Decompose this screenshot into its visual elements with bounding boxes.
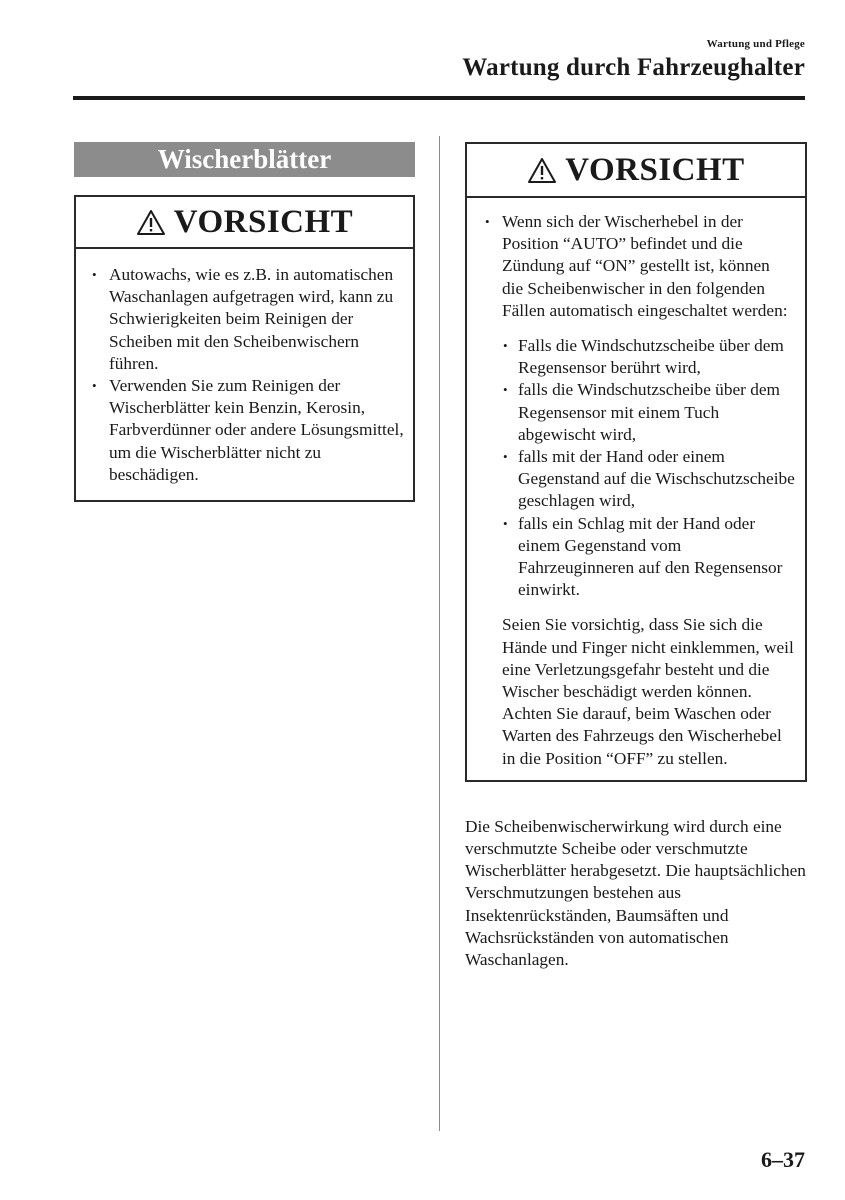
caution-title: VORSICHT (173, 203, 354, 240)
right-column (465, 142, 807, 971)
caution-list (481, 211, 795, 770)
chapter-title: Wartung durch Fahrzeughalter (462, 54, 805, 81)
info-paragraph: Die Scheibenwischerwirkung wird durch eine verschmutzte Scheibe oder verschmutzte Wischerblätter herabgesetzt. Die hauptsächlichen Verschmutzungen bestehen aus Insektenrückständen, Baumsäften und Wachsrückständen von automatischen Waschanlagen. (465, 816, 806, 970)
sub-list (502, 335, 795, 601)
section-label: Wartung und Pflege (706, 38, 805, 50)
caution-body (467, 198, 805, 780)
list-item: • Verwenden Sie zum Reinigen der Wischerblätter kein Benzin, Kerosin, Farbverdünner oder andere Lösungsmittel, um die Wischerblätter nicht zu beschädigen. (88, 375, 405, 486)
caution-body (76, 249, 413, 500)
section-banner: Wischerblätter (74, 142, 415, 177)
caution-title: VORSICHT (565, 151, 745, 188)
caution-header (76, 197, 413, 249)
caution-note: Seien Sie vorsichtig, dass Sie sich die Hände und Finger nicht einklemmen, weil eine Verletzungsgefahr besteht und die Wischer beschädigt werden können. Achten Sie darauf, beim Waschen oder Warten des Fahrzeugs den Wischerhebel in die Position “OFF” zu stellen. (502, 615, 794, 768)
sub-list-item: • falls ein Schlag mit der Hand oder einem Gegenstand vom Fahrzeuginneren auf den Regensensor einwirkt. (502, 513, 795, 602)
caution-box-right (465, 142, 807, 782)
caution-header (467, 144, 805, 198)
warning-triangle-icon (527, 157, 557, 184)
list-item: • Autowachs, wie es z.B. in automatischen Waschanlagen aufgetragen wird, kann zu Schwierigkeiten beim Reinigen der Scheiben mit den Scheibenwischern führen. (88, 264, 405, 375)
sub-list-item: • falls mit der Hand oder einem Gegenstand auf die Wischschutzscheibe geschlagen wird, (502, 446, 795, 513)
page-header (462, 38, 805, 82)
column-divider (439, 136, 440, 1131)
caution-box-left (74, 195, 415, 502)
caution-intro: • Wenn sich der Wischerhebel in der Position “AUTO” befindet und die Zündung auf “ON” gestellt ist, können die Scheibenwischer in den folgenden Fällen automatisch eingeschaltet werden: (502, 212, 788, 320)
warning-triangle-icon (136, 209, 166, 236)
header-rule (73, 96, 805, 100)
caution-list (88, 264, 405, 486)
page-number: 6–37 (761, 1147, 805, 1172)
sub-list-item: • falls die Windschutzscheibe über dem Regensensor mit einem Tuch abgewischt wird, (502, 379, 795, 446)
sub-list-item: • Falls die Windschutzscheibe über dem Regensensor berührt wird, (502, 335, 795, 379)
list-item (481, 211, 795, 770)
left-column (74, 142, 415, 502)
